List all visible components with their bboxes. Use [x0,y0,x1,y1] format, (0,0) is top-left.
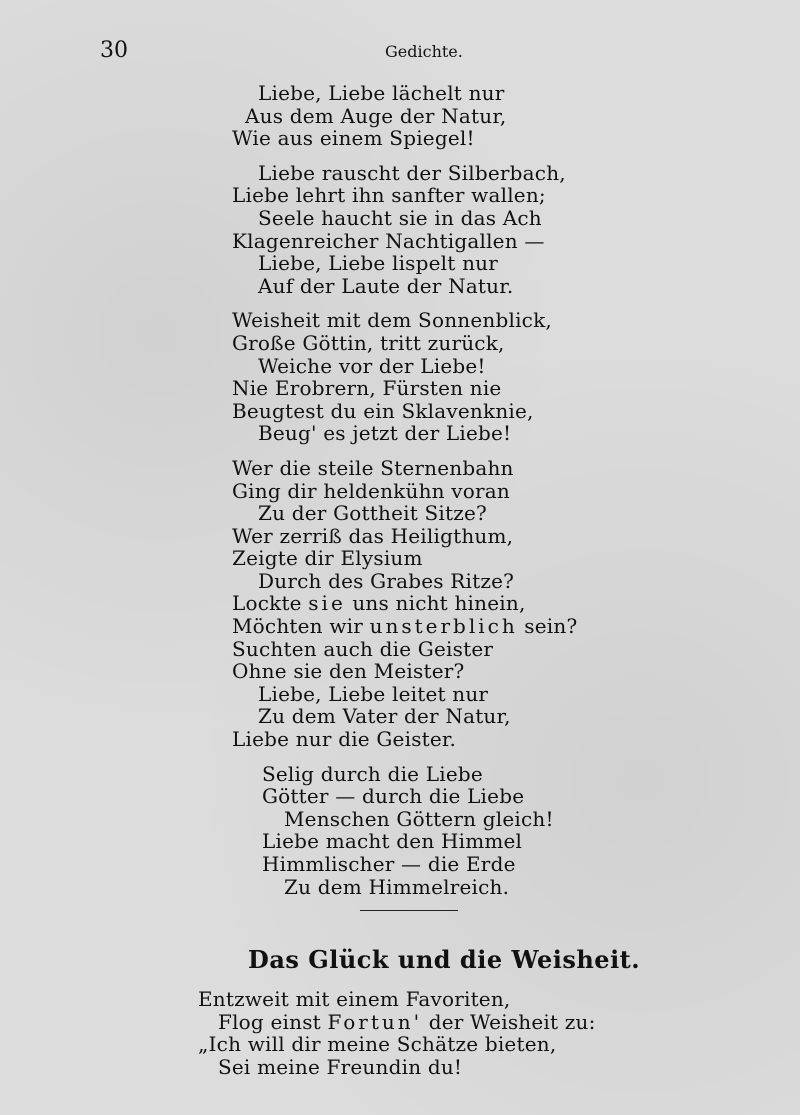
stanza [0,763,800,899]
poem-line: Große Göttin, tritt zurück, [232,330,505,355]
page-header [0,38,800,66]
poem-line: „Ich will dir meine Schätze bieten, [198,1032,557,1057]
poem-line [0,592,800,615]
poem-line: Zu dem Himmelreich. [284,874,510,899]
poem-line: Liebe rauscht der Silberbach, [258,160,566,185]
poem-line: Wer zerriß das Heiligthum, [232,523,514,548]
poem-line: Götter — durch die Liebe [262,784,525,809]
emphasis-text: sie [308,591,346,616]
line-fragment: Möchten wir [232,614,363,639]
poem-line: Liebe, Liebe lächelt nur [258,81,505,105]
poem-line: Zeigte dir Elysium [232,546,423,571]
poem-line: Seele haucht sie in das Ach [258,205,542,230]
stanza [0,162,800,298]
poem-line: Weiche vor der Liebe! [258,353,486,378]
poem-line: Liebe macht den Himmel [262,829,523,854]
poem-line: Auf der Laute der Natur. [258,273,514,298]
poem-line: Liebe, Liebe leitet nur [258,681,489,706]
poem-line: Zu der Gottheit Sitze? [258,501,487,526]
poem-line [0,615,800,638]
poem-line: Selig durch die Liebe [262,761,483,786]
emphasis-text: Fortun' [327,1009,423,1034]
poem-line: Wer die steile Sternenbahn [232,455,514,480]
poem-line: Nie Erobrern, Fürsten nie [232,376,502,401]
poem-line: Sei meine Freundin du! [218,1054,463,1079]
running-title: Gedichte. [385,42,463,61]
poem-line: Liebe nur die Geister. [232,727,457,752]
emphasis-text: unsterblich [369,614,518,639]
stanza [0,457,800,751]
poem-body [0,82,800,910]
stanza [0,82,800,150]
line-fragment: Flog einst [218,1009,321,1034]
poem-line: Zu dem Vater der Natur, [258,704,511,729]
poem-line: Wie aus einem Spiegel! [232,126,475,151]
poem-line: Durch des Grabes Ritze? [258,568,515,593]
line-fragment: Lockte [232,591,302,616]
poem-line: Weisheit mit dem Sonnenblick, [232,308,552,333]
poem-line [0,1011,800,1034]
poem-line: Liebe lehrt ihn sanfter wallen; [232,183,546,208]
poem-line: Liebe, Liebe lispelt nur [258,251,498,276]
poem-line: Ging dir heldenkühn voran [232,478,510,503]
section-divider [360,910,458,911]
poem-line: Beugtest du ein Sklavenknie, [232,398,534,423]
poem-line: Klagenreicher Nachtigallen — [232,228,545,253]
poem-line: Suchten auch die Geister [232,636,494,661]
line-fragment: uns nicht hinein, [352,591,526,616]
line-fragment: sein? [524,614,578,639]
poem-line: Aus dem Auge der Natur, [245,103,507,128]
poem-line: Ohne sie den Meister? [232,659,465,684]
poem-title: Das Glück und die Weisheit. [248,945,641,974]
poem-line: Menschen Göttern gleich! [284,806,554,831]
second-poem-body [0,988,800,1078]
poem-line: Entzweit mit einem Favoriten, [198,987,511,1011]
poem-line: Beug' es jetzt der Liebe! [258,421,512,446]
page-number: 30 [100,38,128,63]
stanza [0,309,800,445]
poem-line: Himmlischer — die Erde [262,852,516,876]
line-fragment: der Weisheit zu: [428,1009,596,1034]
